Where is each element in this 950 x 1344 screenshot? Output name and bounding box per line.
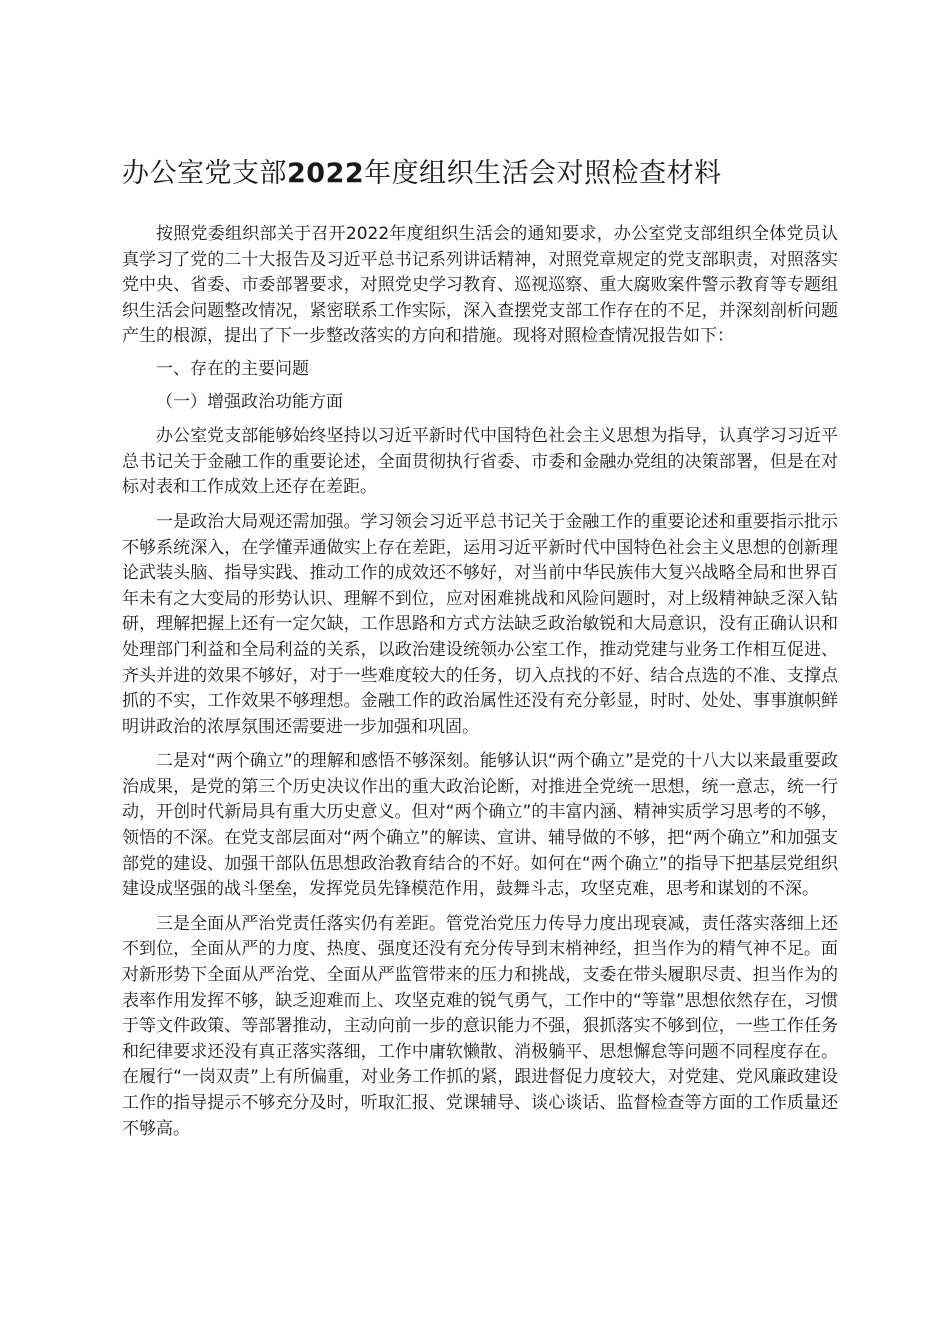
section-heading: 一、存在的主要问题 xyxy=(156,358,309,379)
document-page xyxy=(122,148,838,1142)
title-prefix: 办公室党支部 xyxy=(122,158,287,189)
intro-paragraph: 按照党委组织部关于召开2022年度组织生活会的通知要求，办公室党支部组织全体党员认真学习了党的二十大报告及习近平总书记系列讲话精神，对照党章规定的党支部职责，对照落实党中央、省委、市委部署要求，对照党史学习教育、巡视巡察、重大腐败案件警示教育等专题组织生活会问题整改情况，紧密联系工作实际，深入查摆党支部工作存在的不足，并深刻剖析问题产生的根源，提出了下一步整改落实的方向和措施。现将对照检查情况报告如下： xyxy=(122,224,838,347)
issue-paragraph-3: 三是全面从严治党责任落实仍有差距。管党治党压力传导力度出现衰减，责任落实落细上还不到位，全面从严的力度、热度、强度还没有充分传导到末梢神经，担当作为的精气神不足。面对新形势下全面从严治党、全面从严监管带来的压力和挑战，支委在带头履职尽责、担当作为的表率作用发挥不够，缺乏迎难而上、攻坚克难的锐气勇气，工作中的“等靠”思想依然存在，习惯于等文件政策、等部署推动，主动向前一步的意识能力不强，狠抓落实不够到位，一些工作任务和纪律要求还没有真正落实落细，工作中庸软懒散、消极躺平、思想懈怠等问题不同程度存在。在履行“一岗双责”上有所偏重，对业务工作抓的紧，跟进督促力度较大，对党建、党风廉政建设工作的指导提示不够充分及时，听取汇报、党课辅导、谈心谈话、监督检查等方面的工作质量还不够高。 xyxy=(122,913,838,1139)
title-year: 2022 xyxy=(287,158,365,189)
title-suffix: 年度组织生活会对照检查材料 xyxy=(364,158,722,189)
subsection-heading: （一）增强政治功能方面 xyxy=(156,391,343,412)
issue-paragraph-1: 一是政治大局观还需加强。学习领会习近平总书记关于金融工作的重要论述和重要指示批示不够系统深入，在学懂弄通做实上存在差距，运用习近平新时代中国特色社会主义思想的创新理论武装头脑、指导实践、推动工作的成效还不够好，对当前中华民族伟大复兴战略全局和世界百年未有之大变局的形势认识、理解不到位，应对困难挑战和风险问题时，对上级精神缺乏深入钻研，理解把握上还有一定欠缺，工作思路和方式方法缺乏政治敏锐和大局意识，没有正确认识和处理部门利益和全局利益的关系，以政治建设统领办公室工作，推动党建与业务工作相互促进、齐头并进的效果不够好，对于一些难度较大的任务，切入点找的不好、结合点选的不准、支撑点抓的不实，工作效果不够理想。金融工作的政治属性还没有充分彰显，时时、处处、事事旗帜鲜明讲政治的浓厚氛围还需要进一步加强和巩固。 xyxy=(122,511,838,737)
document-title xyxy=(122,148,838,200)
overview-paragraph: 办公室党支部能够始终坚持以习近平新时代中国特色社会主义思想为指导，认真学习习近平总书记关于金融工作的重要论述，全面贯彻执行省委、市委和金融办党组的决策部署，但是在对标对表和工作成效上还存在差距。 xyxy=(122,426,838,498)
issue-paragraph-2: 二是对“两个确立”的理解和感悟不够深刻。能够认识“两个确立”是党的十八大以来最重要政治成果，是党的第三个历史决议作出的重大政治论断，对推进全党统一思想，统一意志，统一行动，开创时代新局具有重大历史意义。但对“两个确立”的丰富内涵、精神实质学习思考的不够，领悟的不深。在党支部层面对“两个确立”的解读、宣讲、辅导做的不够，把“两个确立”和加强支部党的建设、加强干部队伍思想政治教育结合的不好。如何在“两个确立”的指导下把基层党组织建设成坚强的战斗堡垒，发挥党员先锋模范作用，鼓舞斗志，攻坚克难，思考和谋划的不深。 xyxy=(122,751,838,900)
